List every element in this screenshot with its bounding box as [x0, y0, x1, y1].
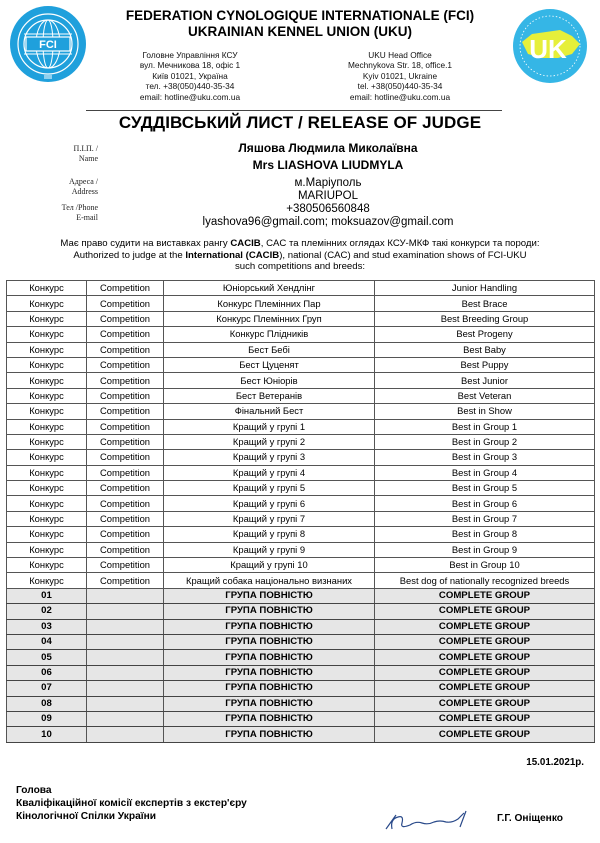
cell-type-en: Competition [87, 558, 164, 573]
competition-row [7, 404, 595, 419]
competition-row [7, 311, 595, 326]
position-line3: Кінологічної Спілки України [16, 811, 157, 822]
label-address-en: Address [71, 187, 98, 196]
competition-row [7, 511, 595, 526]
cell-group-name-ua: ГРУПА ПОВНІСТЮ [164, 727, 375, 742]
auth-ua-post: , CAC та племінних оглядах КСУ-МКФ такі конкурси та породи: [260, 238, 540, 249]
cell-name-ua: Кращий у групі 6 [164, 496, 375, 511]
cell-name-ua: Бест Цуценят [164, 357, 375, 372]
cell-type-en: Competition [87, 342, 164, 357]
group-row [7, 727, 595, 742]
header-title-line2: UKRAINIAN KENNEL UNION (UKU) [188, 24, 412, 39]
label-name-ua: П.І.П. / [73, 144, 98, 153]
office-address-en [330, 50, 470, 102]
cell-name-en: Best Veteran [375, 388, 595, 403]
cell-name-ua: Кращий у групі 7 [164, 511, 375, 526]
cell-name-ua: Конкурс Племінних Пар [164, 296, 375, 311]
cell-type-ua: Конкурс [7, 342, 87, 357]
cell-type-ua: Конкурс [7, 465, 87, 480]
judge-name-ua: Ляшова Людмила Миколаївна [238, 141, 418, 155]
cell-group-name-ua: ГРУПА ПОВНІСТЮ [164, 650, 375, 665]
office-ua-line: Головне Управління КСУ [142, 50, 238, 60]
uku-logo-text: UK [529, 34, 567, 64]
office-address-ua [120, 50, 260, 102]
cell-name-ua: Кращий у групі 2 [164, 434, 375, 449]
group-row [7, 696, 595, 711]
cell-name-en: Best in Group 5 [375, 481, 595, 496]
competitions-table [6, 280, 595, 743]
office-en-line: Mechnykova Str. 18, office.1 [347, 60, 453, 71]
document-title: СУДДІВСЬКИЙ ЛИСТ / RELEASE OF JUDGE [118, 113, 482, 132]
competition-row [7, 296, 595, 311]
group-row [7, 588, 595, 603]
cell-group-name-ua: ГРУПА ПОВНІСТЮ [164, 681, 375, 696]
competition-row [7, 450, 595, 465]
cell-type-en: Competition [87, 527, 164, 542]
group-row [7, 634, 595, 649]
cell-name-en: Best in Group 1 [375, 419, 595, 434]
competition-row [7, 281, 595, 296]
cell-type-en: Competition [87, 481, 164, 496]
cell-name-en: Best in Group 4 [375, 465, 595, 480]
cell-name-en: Best in Group 9 [375, 542, 595, 557]
cell-name-en: Best Puppy [375, 357, 595, 372]
group-row [7, 711, 595, 726]
competition-row [7, 342, 595, 357]
cell-type-ua: Конкурс [7, 311, 87, 326]
cell-name-en: Best in Group 6 [375, 496, 595, 511]
cell-group-name-en: COMPLETE GROUP [375, 634, 595, 649]
cell-group-extra [87, 665, 164, 680]
cell-group-name-ua: ГРУПА ПОВНІСТЮ [164, 619, 375, 634]
competition-row [7, 465, 595, 480]
competition-row [7, 357, 595, 372]
cell-group-extra [87, 634, 164, 649]
cell-name-ua: Бест Ветеранів [164, 388, 375, 403]
cell-type-ua: Конкурс [7, 558, 87, 573]
cell-type-en: Competition [87, 542, 164, 557]
cell-type-ua: Конкурс [7, 573, 87, 588]
cell-group-number: 09 [7, 711, 87, 726]
office-en-line: UKU Head Office [368, 50, 432, 60]
cell-name-ua: Кращий у групі 3 [164, 450, 375, 465]
cell-name-ua: Юніорський Хендлінг [164, 281, 375, 296]
office-en-line: email: hotline@uku.com.ua [349, 91, 451, 102]
cell-group-name-en: COMPLETE GROUP [375, 711, 595, 726]
cell-type-ua: Конкурс [7, 511, 87, 526]
cell-name-ua: Кращий у групі 5 [164, 481, 375, 496]
header-divider [86, 110, 502, 111]
cell-group-extra [87, 711, 164, 726]
authorization-ua [0, 238, 600, 250]
cell-type-ua: Конкурс [7, 404, 87, 419]
cell-group-number: 06 [7, 665, 87, 680]
cell-name-ua: Конкурс Племінних Груп [164, 311, 375, 326]
competition-row [7, 373, 595, 388]
cell-group-name-ua: ГРУПА ПОВНІСТЮ [164, 711, 375, 726]
cell-name-ua: Кращий у групі 4 [164, 465, 375, 480]
cell-type-en: Competition [87, 511, 164, 526]
cell-group-name-en: COMPLETE GROUP [375, 665, 595, 680]
cell-name-en: Junior Handling [375, 281, 595, 296]
cell-type-en: Competition [87, 419, 164, 434]
cell-type-ua: Конкурс [7, 373, 87, 388]
header-title-line1: FEDERATION CYNOLOGIQUE INTERNATIONALE (FCI) [125, 8, 475, 23]
office-en-line: tel. +38(050)440-35-34 [357, 81, 443, 92]
cell-group-name-ua: ГРУПА ПОВНІСТЮ [164, 696, 375, 711]
cell-type-ua: Конкурс [7, 481, 87, 496]
competition-row [7, 434, 595, 449]
competition-row [7, 481, 595, 496]
cell-group-number: 04 [7, 634, 87, 649]
cell-name-en: Best Breeding Group [375, 311, 595, 326]
judge-phone: +380506560848 [286, 203, 370, 215]
cell-type-ua: Конкурс [7, 450, 87, 465]
cell-group-name-en: COMPLETE GROUP [375, 619, 595, 634]
fci-logo-text: FCI [39, 39, 57, 51]
cell-type-en: Competition [87, 311, 164, 326]
cell-group-name-en: COMPLETE GROUP [375, 588, 595, 603]
cell-name-ua: Кращий у групі 8 [164, 527, 375, 542]
label-email: E-mail [76, 213, 98, 222]
cell-name-en: Best in Show [375, 404, 595, 419]
group-row [7, 650, 595, 665]
cell-type-en: Competition [87, 357, 164, 372]
cell-name-en: Best in Group 2 [375, 434, 595, 449]
cell-group-extra [87, 696, 164, 711]
signer-position [16, 784, 247, 823]
cell-group-name-ua: ГРУПА ПОВНІСТЮ [164, 588, 375, 603]
cell-type-ua: Конкурс [7, 434, 87, 449]
competition-row [7, 496, 595, 511]
cell-group-number: 05 [7, 650, 87, 665]
cell-name-ua: Фінальний Бест [164, 404, 375, 419]
group-row [7, 681, 595, 696]
cell-type-ua: Конкурс [7, 296, 87, 311]
cell-group-name-en: COMPLETE GROUP [375, 727, 595, 742]
cell-group-name-ua: ГРУПА ПОВНІСТЮ [164, 604, 375, 619]
position-line1: Голова [16, 785, 52, 796]
cell-name-ua: Бест Юніорів [164, 373, 375, 388]
cell-type-en: Competition [87, 465, 164, 480]
cell-group-extra [87, 681, 164, 696]
cell-group-number: 10 [7, 727, 87, 742]
header-title [0, 8, 600, 40]
cell-name-ua: Конкурс Плідників [164, 327, 375, 342]
position-line2: Кваліфікаційної комісії експертів з екстер'єру [16, 798, 247, 809]
cell-type-ua: Конкурс [7, 419, 87, 434]
cell-group-number: 07 [7, 681, 87, 696]
competition-row [7, 388, 595, 403]
cell-type-ua: Конкурс [7, 388, 87, 403]
cell-type-ua: Конкурс [7, 357, 87, 372]
cell-name-ua: Бест Бебі [164, 342, 375, 357]
auth-en-post: ), national (CAC) and stud examination shows of FCI-UKU [279, 249, 527, 261]
label-address-ua: Адреса / [68, 177, 98, 186]
auth-en-bold: International (CACIB [185, 249, 280, 261]
cell-group-name-ua: ГРУПА ПОВНІСТЮ [164, 665, 375, 680]
competition-row [7, 573, 595, 588]
cell-type-en: Competition [87, 434, 164, 449]
cell-group-name-en: COMPLETE GROUP [375, 604, 595, 619]
cell-name-ua: Кращий собака національно визнаних [164, 573, 375, 588]
group-row [7, 604, 595, 619]
cell-name-en: Best dog of nationally recognized breeds [375, 573, 595, 588]
cell-group-name-en: COMPLETE GROUP [375, 650, 595, 665]
cell-group-extra [87, 588, 164, 603]
label-name-en: Name [78, 154, 98, 163]
cell-type-ua: Конкурс [7, 527, 87, 542]
office-en-line: Kyiv 01021, Ukraine [362, 70, 438, 81]
cell-group-extra [87, 727, 164, 742]
auth-en-pre: Authorized to judge at the [73, 249, 186, 261]
office-ua-line: Київ 01021, Україна [152, 70, 228, 81]
competition-row [7, 527, 595, 542]
cell-name-en: Best Baby [375, 342, 595, 357]
cell-name-en: Best in Group 3 [375, 450, 595, 465]
cell-type-ua: Конкурс [7, 496, 87, 511]
signature-icon [382, 805, 472, 835]
cell-type-en: Competition [87, 373, 164, 388]
judge-address-en: MARIUPOL [297, 190, 359, 202]
cell-group-number: 01 [7, 588, 87, 603]
cell-name-en: Best Brace [375, 296, 595, 311]
auth-ua-pre: Має право судити на виставках рангу [60, 238, 231, 249]
cell-name-en: Best Progeny [375, 327, 595, 342]
cell-name-en: Best in Group 7 [375, 511, 595, 526]
cell-name-ua: Кращий у групі 10 [164, 558, 375, 573]
cell-name-en: Best in Group 8 [375, 527, 595, 542]
signer-name: Г.Г. Оніщенко [497, 813, 564, 824]
cell-group-number: 03 [7, 619, 87, 634]
cell-name-ua: Кращий у групі 1 [164, 419, 375, 434]
judge-name-en: Mrs LIASHOVA LIUDMYLA [252, 158, 404, 172]
cell-group-number: 08 [7, 696, 87, 711]
group-row [7, 665, 595, 680]
competition-row [7, 327, 595, 342]
judge-email: lyashova96@gmail.com; moksuazov@gmail.com [202, 216, 454, 228]
cell-type-en: Competition [87, 450, 164, 465]
cell-type-ua: Конкурс [7, 327, 87, 342]
cell-name-ua: Кращий у групі 9 [164, 542, 375, 557]
office-ua-line: вул. Мечникова 18, офіс 1 [139, 60, 241, 71]
cell-type-en: Competition [87, 296, 164, 311]
office-ua-line: email: hotline@uku.com.ua [139, 91, 241, 102]
cell-type-en: Competition [87, 573, 164, 588]
cell-group-name-en: COMPLETE GROUP [375, 681, 595, 696]
office-ua-line: тел. +38(050)440-35-34 [145, 81, 235, 92]
authorization-en-line2: such competitions and breeds: [234, 261, 366, 272]
cell-type-ua: Конкурс [7, 542, 87, 557]
authorization-en [0, 250, 600, 262]
cell-type-ua: Конкурс [7, 281, 87, 296]
document-date: 15.01.2021р. [526, 757, 584, 768]
cell-group-name-ua: ГРУПА ПОВНІСТЮ [164, 634, 375, 649]
authorization-text [0, 238, 600, 273]
competition-row [7, 542, 595, 557]
cell-group-extra [87, 604, 164, 619]
cell-type-en: Competition [87, 496, 164, 511]
judge-address-ua: м.Маріуполь [294, 177, 362, 189]
cell-name-en: Best in Group 10 [375, 558, 595, 573]
auth-ua-bold: CACIB [230, 238, 261, 249]
cell-name-en: Best Junior [375, 373, 595, 388]
competition-row [7, 558, 595, 573]
cell-group-extra [87, 619, 164, 634]
cell-type-en: Competition [87, 404, 164, 419]
cell-group-name-en: COMPLETE GROUP [375, 696, 595, 711]
cell-type-en: Competition [87, 327, 164, 342]
competition-row [7, 419, 595, 434]
group-row [7, 619, 595, 634]
cell-group-extra [87, 650, 164, 665]
label-phone: Тел /Phone [61, 203, 98, 212]
cell-type-en: Competition [87, 388, 164, 403]
cell-type-en: Competition [87, 281, 164, 296]
cell-group-number: 02 [7, 604, 87, 619]
